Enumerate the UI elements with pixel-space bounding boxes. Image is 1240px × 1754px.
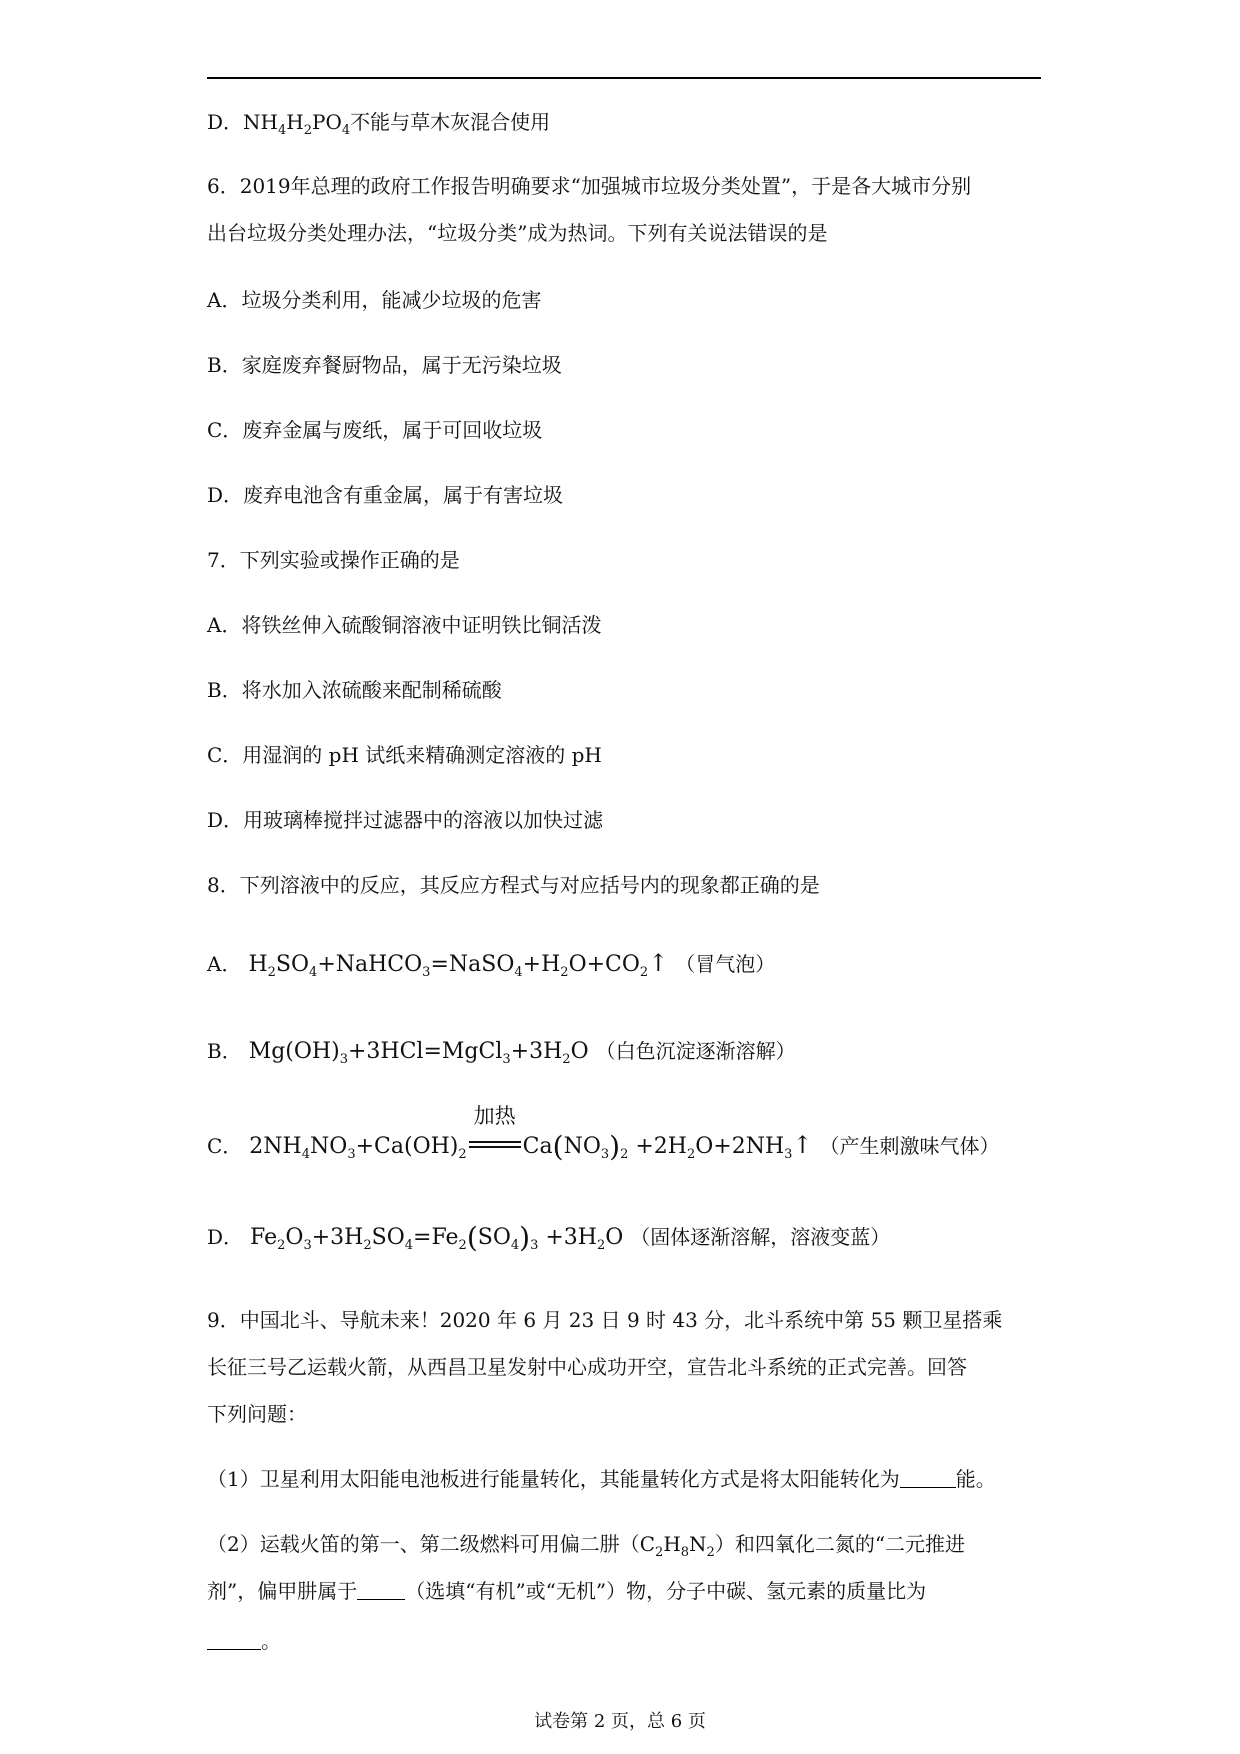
answer-blank[interactable] <box>207 1629 261 1650</box>
option-text: 不能与草木灰混合使用 <box>350 110 551 134</box>
header-rule <box>207 77 1041 79</box>
option-label: A． <box>207 952 242 976</box>
option-label: D． <box>207 110 244 134</box>
q5-option-d: D．$NH_4H_2PO_4$不能与草木灰混合使用 <box>207 110 551 138</box>
q8-option-d: D． $Fe_2O_3+3H_2SO_4=Fe_2(SO_4)_3 +3H_2O$ （固体逐渐溶解，溶液变蓝） <box>207 1221 891 1254</box>
phenomenon-note: （固体逐渐溶解，溶液变蓝） <box>630 1225 891 1249</box>
phenomenon-note: （冒气泡） <box>675 952 776 976</box>
q9-sub2-line1: （2）运载火笛的第一、第二级燃料可用偏二肼$(C_2H_8N_2)$和四氧化二氮的“二元推进 <box>207 1532 966 1560</box>
phenomenon-note: （白色沉淀逐渐溶解） <box>595 1039 796 1063</box>
reaction-condition: 加热 <box>473 1104 516 1128</box>
q9-stem-line3: 下列问题： <box>207 1402 307 1426</box>
phenomenon-note: （产生刺激味气体） <box>819 1134 1000 1158</box>
q8-option-a: A． $H_2SO_4+NaHCO_3=NaSO_4+H_2O+CO_2↑$ （冒气泡） <box>207 949 776 980</box>
gas-arrow-icon: ↑ <box>792 1131 813 1159</box>
q8-stem: 8．下列溶液中的反应，其反应方程式与对应括号内的现象都正确的是 <box>207 873 820 897</box>
q6-option-b: B．家庭废弃餐厨物品，属于无污染垃圾 <box>207 353 562 377</box>
q7-option-a: A．将铁丝伸入硫酸铜溶液中证明铁比铜活泼 <box>207 613 602 637</box>
q7-option-c: C．用湿润的 pH 试纸来精确测定溶液的 pH <box>207 743 602 767</box>
q9-stem-line2: 长征三号乙运载火箭，从西昌卫星发射中心成功开空，宣告北斗系统的正式完善。回答 <box>207 1355 967 1379</box>
q9-sub1: （1）卫星利用太阳能电池板进行能量转化，其能量转化方式是将太阳能转化为 能。 <box>207 1467 996 1491</box>
q7-stem: 7．下列实验或操作正确的是 <box>207 548 460 572</box>
q6-stem-line2: 出台垃圾分类处理办法，“垃圾分类”成为热词。下列有关说法错误的是 <box>207 221 828 245</box>
q9-sub2-line2: 剂”，偏甲肼属于 （选填“有机”或“无机”）物，分子中碳、氢元素的质量比为 <box>207 1579 927 1603</box>
q9-stem-line1: 9．中国北斗、导航未来！2020 年 6 月 23 日 9 时 43 分，北斗系统中第 55 颗卫星搭乘 <box>207 1308 1003 1332</box>
q6-option-d: D．废弃电池含有重金属，属于有害垃圾 <box>207 483 564 507</box>
q6-stem-line1: 6．2019年总理的政府工作报告明确要求“加强城市垃圾分类处置”，于是各大城市分别 <box>207 174 972 198</box>
page-footer: 试卷第 2 页，总 6 页 <box>534 1711 706 1732</box>
option-label: C． <box>207 1134 243 1158</box>
q6-option-a: A．垃圾分类利用，能减少垃圾的危害 <box>207 288 542 312</box>
reaction-condition-equals <box>469 1104 521 1159</box>
option-label: D． <box>207 1225 244 1249</box>
gas-arrow-icon: ↑ <box>648 949 669 977</box>
q8-option-b: B． $Mg(OH)_3+3HCl=MgCl_3+3H_2O$ （白色沉淀逐渐溶解） <box>207 1039 796 1067</box>
q6-option-c: C．废弃金属与废纸，属于可回收垃圾 <box>207 418 543 442</box>
q7-option-d: D．用玻璃棒搅拌过滤器中的溶液以加快过滤 <box>207 808 604 832</box>
q7-option-b: B．将水加入浓硫酸来配制稀硫酸 <box>207 678 502 702</box>
answer-blank[interactable] <box>900 1467 956 1488</box>
q8-option-c: C． $2NH_4NO_3+Ca(OH)_2$ 加热 $Ca(NO_3)_2$ $+2H_2O+2NH_3↑$ （产生刺激味气体） <box>207 1129 1000 1162</box>
option-label: B． <box>207 1039 242 1063</box>
q9-sub2-line3: 。 <box>207 1627 281 1655</box>
answer-blank[interactable] <box>357 1579 405 1600</box>
